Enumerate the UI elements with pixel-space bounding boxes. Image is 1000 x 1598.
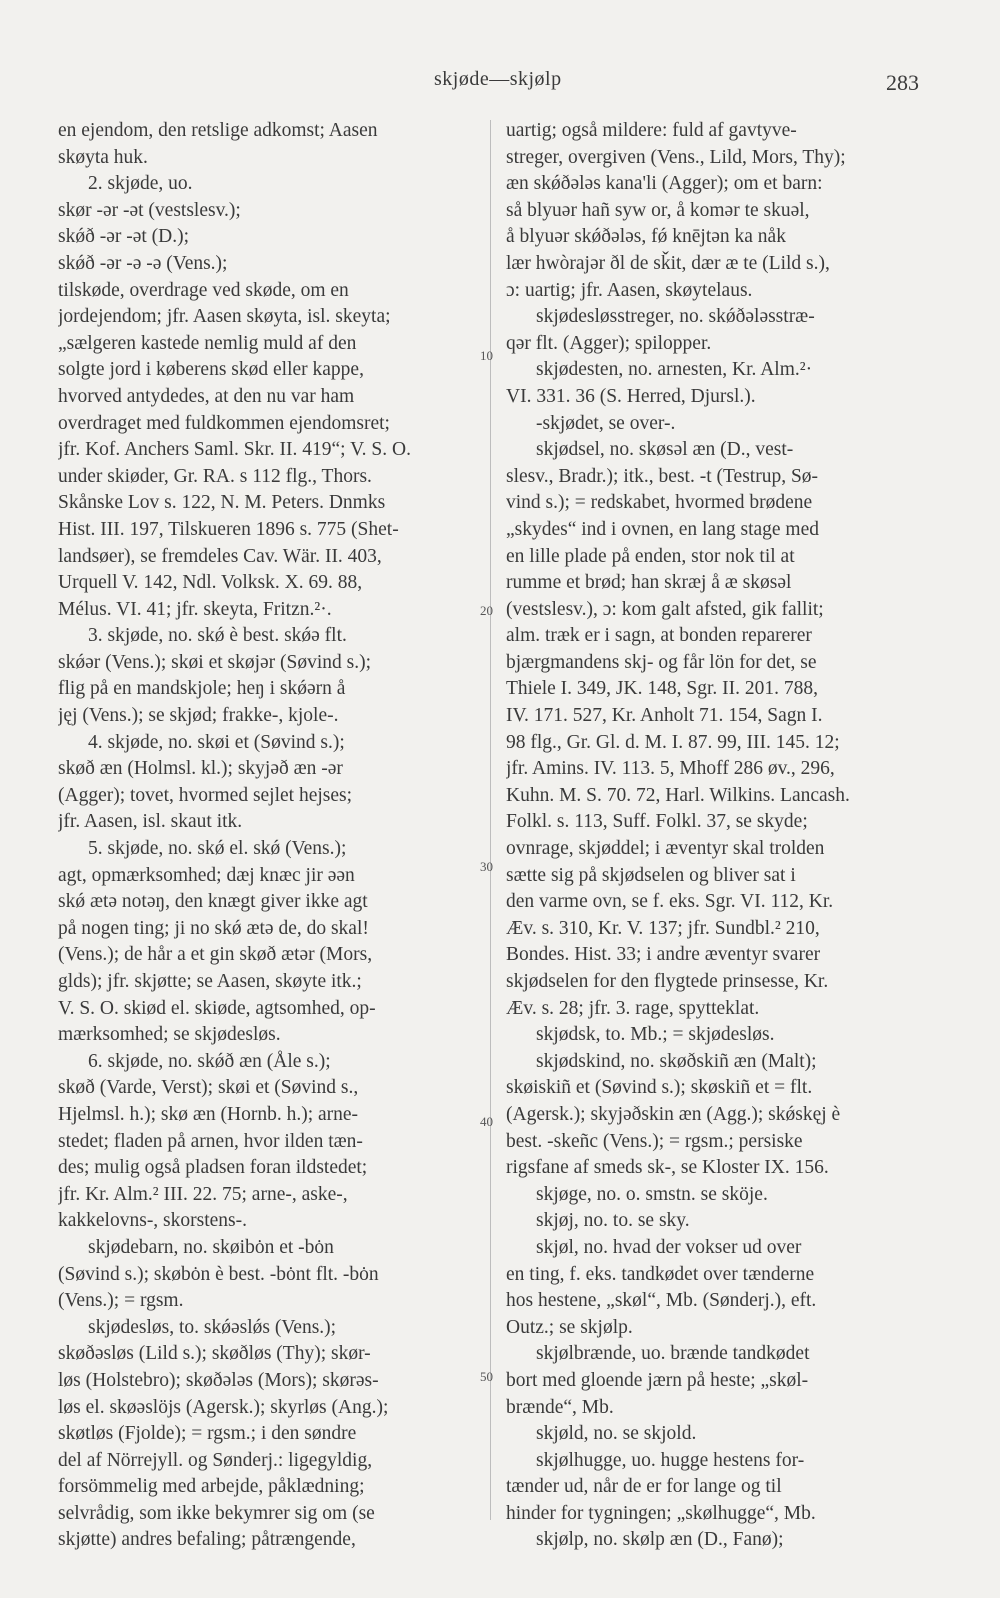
right-column	[506, 118, 931, 1554]
text-line: bort med gloende jærn på heste; „skøl-	[506, 1369, 809, 1391]
left-column	[58, 118, 483, 1554]
text-line: den varme ovn, se f. eks. Sgr. VI. 112, Kr.	[506, 891, 834, 913]
text-line: V. S. O. skiød el. skiøde, agtsomhed, op-	[58, 997, 376, 1019]
text-line: hinder for tygningen; „skølhugge“, Mb.	[506, 1502, 816, 1524]
text-line: skjølp, no. skølp æn (D., Fanø);	[536, 1529, 784, 1551]
text-line: 6. skjøde, no. skǿð æn (Åle s.);	[88, 1050, 331, 1072]
text-line: skøð æn (Holmsl. kl.); skyjəð æn -ər	[58, 758, 343, 780]
text-line: (Agersk.); skyjəðskin æn (Agg.); skǿskęj è	[506, 1103, 841, 1125]
text-line: qər flt. (Agger); spilopper.	[506, 332, 712, 354]
line-number: 40	[480, 1114, 493, 1129]
text-line: skøtløs (Fjolde); = rgsm.; i den søndre	[58, 1423, 357, 1445]
text-line: skjøge, no. o. smstn. se sköje.	[536, 1183, 768, 1205]
text-line: Thiele I. 349, JK. 148, Sgr. II. 201. 788,	[506, 678, 818, 700]
text-line: Hist. III. 197, Tilskueren 1896 s. 775 (Shet-	[58, 518, 399, 540]
text-line: skjølbrænde, uo. brænde tandkødet	[536, 1343, 810, 1365]
text-line: des; mulig også pladsen foran ildstedet;	[58, 1157, 368, 1179]
text-line: 98 flg., Gr. Gl. d. M. I. 87. 99, III. 145. 12;	[506, 731, 840, 753]
text-line: slesv., Bradr.); itk., best. -t (Testrup, Sø-	[506, 465, 819, 487]
text-line: skøð (Varde, Verst); skøi et (Søvind s.,	[58, 1077, 359, 1099]
text-line: æn skǿðələs kana'li (Agger); om et barn:	[506, 173, 823, 195]
text-line: jfr. Kr. Alm.² III. 22. 75; arne-, aske-,	[58, 1183, 348, 1205]
text-line: Skånske Lov s. 122, N. M. Peters. Dnmks	[58, 492, 386, 514]
text-line: VI. 331. 36 (S. Herred, Djursl.).	[506, 385, 756, 407]
text-line: best. -skeñc (Vens.); = rgsm.; persiske	[506, 1130, 803, 1152]
page-number: 283	[886, 70, 919, 95]
text-line: forsömmelig med arbejde, påklædning;	[58, 1476, 365, 1498]
column-divider	[490, 120, 491, 1520]
text-line: tænder ud, når de er for lange og til	[506, 1476, 782, 1498]
text-line: skjøl, no. hvad der vokser ud over	[536, 1236, 802, 1258]
text-line: hos hestene, „skøl“, Mb. (Sønderj.), eft.	[506, 1290, 817, 1312]
text-line: jęj (Vens.); se skjød; frakke-, kjole-.	[58, 705, 339, 727]
text-line: skjødebarn, no. skøibȯn et -bȯn	[88, 1236, 334, 1258]
text-line: skjødselen for den flygtede prinsesse, Kr.	[506, 971, 829, 992]
text-line: flig på en mandskjole; heŋ i skǿərn å	[58, 678, 346, 700]
text-line: Æv. s. 310, Kr. V. 137; jfr. Sundbl.² 210,	[506, 917, 820, 939]
text-line: en ting, f. eks. tandkødet over tænderne	[506, 1263, 815, 1285]
text-line: ɔ: uartig; jfr. Aasen, skøytelaus.	[506, 279, 753, 301]
text-line: skøyta huk.	[58, 146, 148, 168]
text-line: å blyuər skǿðələs, fǿ knējtən ka nåk	[506, 226, 786, 248]
text-line: løs el. skøəslöjs (Agersk.); skyrløs (Ang.);	[58, 1396, 389, 1418]
text-line: skjødsel, no. skøsəl æn (D., vest-	[536, 439, 794, 461]
text-line: 4. skjøde, no. skøi et (Søvind s.);	[88, 731, 345, 753]
text-line: 2. skjøde, uo.	[88, 173, 193, 195]
text-line: hvorved antydedes, at den nu var ham	[58, 385, 355, 407]
text-line: selvrådig, som ikke bekymrer sig om (se	[58, 1502, 375, 1524]
line-number: 30	[480, 859, 493, 874]
text-line: lær hwòrajər ðl de sǩit, dær æ te (Lild s.),	[506, 252, 830, 274]
text-line: glds); jfr. skjøtte; se Aasen, skøyte itk.;	[58, 971, 362, 992]
text-line: mærksomhed; se skjødesløs.	[58, 1024, 281, 1046]
text-line: (Vens.); = rgsm.	[58, 1290, 184, 1312]
text-line: skǿər (Vens.); skøi et skøjər (Søvind s.);	[58, 651, 372, 673]
line-number: 10	[480, 348, 493, 363]
line-number: 50	[480, 1369, 493, 1384]
text-line: -skjødet, se over-.	[536, 412, 676, 434]
text-line: overdraget med fuldkommen ejendomsret;	[58, 412, 390, 434]
text-line: vind s.); = redskabet, hvormed brødene	[506, 492, 813, 514]
text-line: skjøld, no. se skjold.	[536, 1423, 697, 1445]
text-line: skør -ər -ət (vestslesv.);	[58, 199, 241, 221]
text-line: skjødskind, no. skøðskiñ æn (Malt);	[536, 1050, 817, 1072]
text-line: Kuhn. M. S. 70. 72, Harl. Wilkins. Lancash.	[506, 784, 850, 806]
text-line: stedet; fladen på arnen, hvor ilden tæn-	[58, 1130, 363, 1152]
text-line: sætte sig på skjødselen og bliver sat i	[506, 864, 796, 886]
line-number: 20	[480, 603, 493, 618]
text-line: under skiøder, Gr. RA. s 112 flg., Thors.	[58, 465, 372, 487]
text-line: Hjelmsl. h.); skø æn (Hornb. h.); arne-	[58, 1103, 359, 1125]
text-line: ovnrage, skjøddel; i æventyr skal trolden	[506, 838, 825, 860]
text-line: rigsfane af smeds sk-, se Kloster IX. 156.	[506, 1157, 829, 1179]
text-line: løs (Holstebro); skøðələs (Mors); skørəs-	[58, 1369, 379, 1391]
text-line: jfr. Amins. IV. 113. 5, Mhoff 286 øv., 296,	[506, 758, 835, 780]
text-line: solgte jord i køberens skød eller kappe,	[58, 359, 364, 381]
text-line: „sælgeren kastede nemlig muld af den	[58, 332, 357, 354]
text-line: skǿð -ər -ə -ə (Vens.);	[58, 252, 228, 274]
text-line: skǿ ætə notəŋ, den knægt giver ikke agt	[58, 891, 368, 913]
text-line: tilskøde, overdrage ved skøde, om en	[58, 279, 349, 301]
text-line: en ejendom, den retslige adkomst; Aasen	[58, 120, 378, 141]
text-line: „skydes“ ind i ovnen, en lang stage med	[506, 518, 819, 540]
text-line: alm. træk er i sagn, at bonden reparerer	[506, 625, 812, 647]
text-line: skǿð -ər -ət (D.);	[58, 226, 190, 248]
text-line: 5. skjøde, no. skǿ el. skǿ (Vens.);	[88, 838, 347, 860]
text-line: skjødsk, to. Mb.; = skjødesløs.	[536, 1024, 775, 1046]
text-line: skjølhugge, uo. hugge hestens for-	[536, 1449, 805, 1471]
text-line: Bondes. Hist. 33; i andre æventyr svarer	[506, 944, 821, 966]
text-line: (Søvind s.); skøbȯn è best. -bȯnt flt. -bȯn	[58, 1263, 379, 1285]
text-line: landsøer), se fremdeles Cav. Wär. II. 403,	[58, 545, 382, 567]
text-line: en lille plade på enden, stor nok til at	[506, 545, 795, 567]
text-line: rumme et brød; han skræj å æ skøsəl	[506, 572, 792, 594]
text-line: skøiskiñ et (Søvind s.); skøskiñ et = flt.	[506, 1077, 813, 1099]
text-line: Æv. s. 28; jfr. 3. rage, spytteklat.	[506, 997, 760, 1019]
text-line: Outz.; se skjølp.	[506, 1316, 633, 1338]
text-line: (Vens.); de hår a et gin skøð ætər (Mors,	[58, 944, 373, 966]
text-line: streger, overgiven (Vens., Lild, Mors, Thy);	[506, 146, 846, 168]
text-line: uartig; også mildere: fuld af gavtyve-	[506, 120, 797, 141]
text-line: skjødesløsstreger, no. skǿðələsstræ-	[536, 306, 815, 328]
running-head: skjøde—skjølp	[434, 68, 562, 90]
text-line: brænde“, Mb.	[506, 1396, 614, 1418]
text-line: jfr. Kof. Anchers Saml. Skr. II. 419“; V. S. O.	[58, 439, 411, 461]
text-line: skøðəsløs (Lild s.); skøðløs (Thy); skør-	[58, 1343, 371, 1365]
text-line: på nogen ting; ji no skǿ ætə de, do skal!	[58, 917, 369, 939]
text-line: (Agger); tovet, hvormed sejlet hejses;	[58, 784, 353, 806]
text-line: IV. 171. 527, Kr. Anholt 71. 154, Sagn I.	[506, 705, 823, 727]
text-line: skjøtte) andres befaling; påtrængende,	[58, 1529, 356, 1551]
text-line: 3. skjøde, no. skǿ è best. skǿə flt.	[88, 625, 347, 647]
text-line: jfr. Aasen, isl. skaut itk.	[58, 811, 243, 833]
text-line: del af Nörrejyll. og Sønderj.: ligegyldig,	[58, 1449, 373, 1471]
text-line: bjærgmandens skj- og får lön for det, se	[506, 651, 817, 673]
text-line: agt, opmærksomhed; dæj knæc jir əən	[58, 864, 355, 886]
text-line: Folkl. s. 113, Suff. Folkl. 37, se skyde;	[506, 811, 808, 833]
text-line: skjøj, no. to. se sky.	[536, 1210, 690, 1232]
text-line: Urquell V. 142, Ndl. Volksk. X. 69. 88,	[58, 572, 363, 594]
text-line: så blyuər hañ syw or, å komər te skuəl,	[506, 199, 810, 221]
text-line: Mélus. VI. 41; jfr. skeyta, Fritzn.²·.	[58, 598, 332, 620]
text-line: skjødesten, no. arnesten, Kr. Alm.²·	[536, 359, 813, 381]
text-line: jordejendom; jfr. Aasen skøyta, isl. skeyta;	[58, 306, 391, 328]
text-line: kakkelovns-, skorstens-.	[58, 1210, 248, 1232]
text-line: (vestslesv.), ɔ: kom galt afsted, gik fallit;	[506, 598, 824, 620]
text-line: skjødesløs, to. skǿəslǿs (Vens.);	[88, 1316, 337, 1338]
